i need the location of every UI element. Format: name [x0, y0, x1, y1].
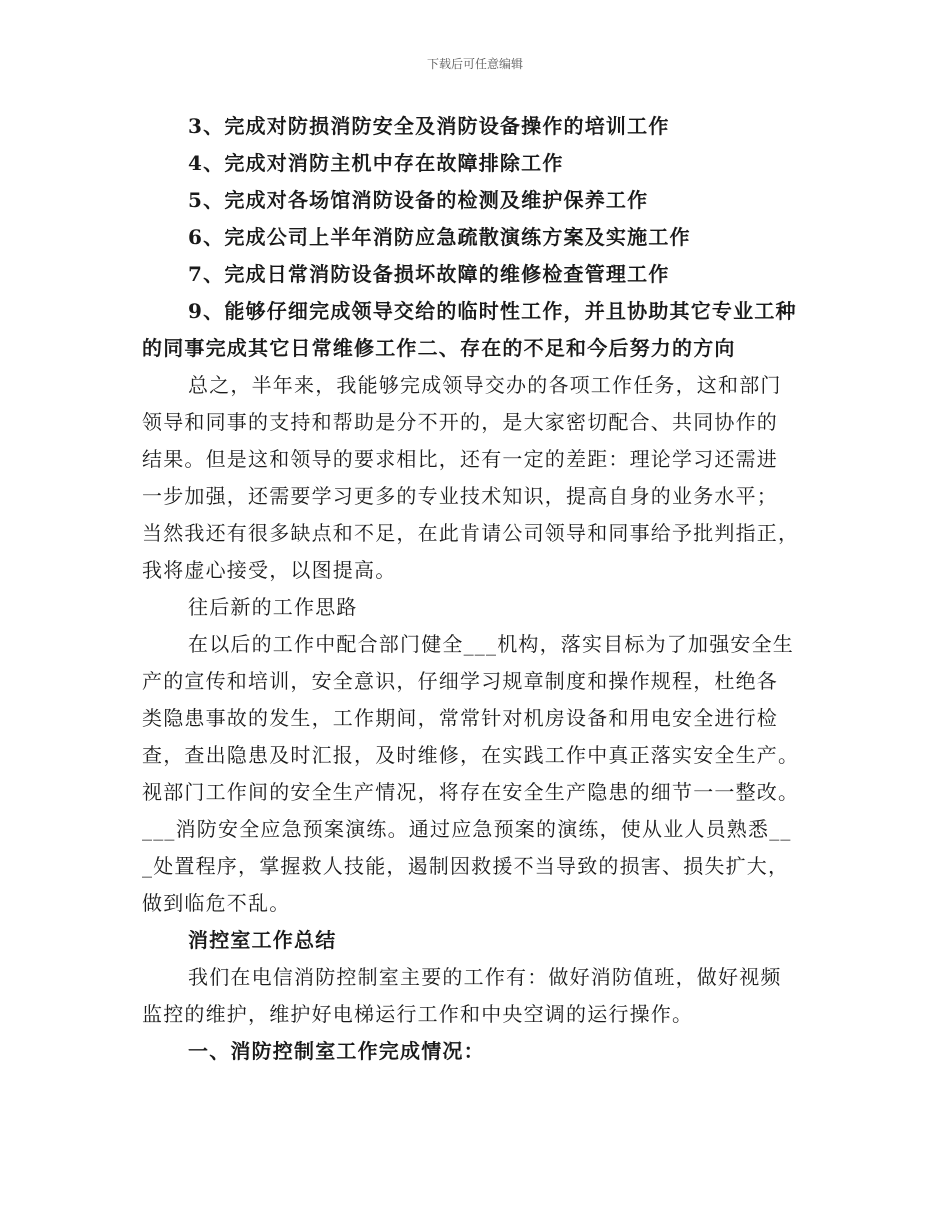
text-line: 一步加强，还需要学习更多的专业技术知识，提高自身的业务水平；	[142, 484, 778, 508]
text-line: 类隐患事故的发生，工作期间，常常针对机房设备和用电安全进行检	[142, 706, 778, 730]
document-body	[142, 108, 814, 1070]
text-line: 的同事完成其它日常维修工作二、存在的不足和今后努力的方向	[142, 336, 736, 360]
text-line: 结果。但是这和领导的要求相比，还有一定的差距：理论学习还需进	[142, 447, 778, 471]
text-line: 9、能够仔细完成领导交给的临时性工作，并且协助其它专业工种	[188, 299, 797, 323]
text-line: 做到临危不乱。	[142, 891, 291, 915]
text-line: 往后新的工作思路	[188, 595, 358, 619]
text-line: 7、完成日常消防设备损坏故障的维修检查管理工作	[188, 262, 670, 286]
text-line: 我们在电信消防控制室主要的工作有：做好消防值班，做好视频	[188, 965, 782, 989]
text-line: 查，查出隐患及时汇报，及时维修，在实践工作中真正落实安全生产。	[142, 743, 800, 767]
text-line: 消控室工作总结	[188, 928, 337, 952]
text-line: 当然我还有很多缺点和不足，在此肯请公司领导和同事给予批判指正，	[142, 521, 800, 545]
text-line: 监控的维护，维护好电梯运行工作和中央空调的运行操作。	[142, 1002, 694, 1026]
text-line: 一、消防控制室工作完成情况：	[188, 1039, 485, 1063]
text-line: _处置程序，掌握救人技能，遏制因救援不当导致的损害、损失扩大，	[142, 854, 790, 878]
text-line: 4、完成对消防主机中存在故障排除工作	[188, 151, 564, 175]
text-line: 3、完成对防损消防安全及消防设备操作的培训工作	[188, 114, 670, 138]
text-line: 5、完成对各场馆消防设备的检测及维护保养工作	[188, 188, 649, 212]
text-line: 领导和同事的支持和帮助是分不开的，是大家密切配合、共同协作的	[142, 410, 778, 434]
text-line: 我将虚心接受，以图提高。	[142, 558, 397, 582]
text-line: 总之，半年来，我能够完成领导交办的各项工作任务，这和部门	[188, 373, 782, 397]
page-header-note: 下载后可任意编辑	[426, 57, 523, 71]
text-line: 在以后的工作中配合部门健全___机构，落实目标为了加强安全生	[188, 632, 794, 656]
text-line: ___消防安全应急预案演练。通过应急预案的演练，使从业人员熟悉__	[142, 817, 792, 841]
text-line: 6、完成公司上半年消防应急疏散演练方案及实施工作	[188, 225, 691, 249]
text-line: 产的宣传和培训，安全意识，仔细学习规章制度和操作规程，杜绝各	[142, 669, 778, 693]
text-line: 视部门工作间的安全生产情况，将存在安全生产隐患的细节一一整改。	[142, 780, 800, 804]
